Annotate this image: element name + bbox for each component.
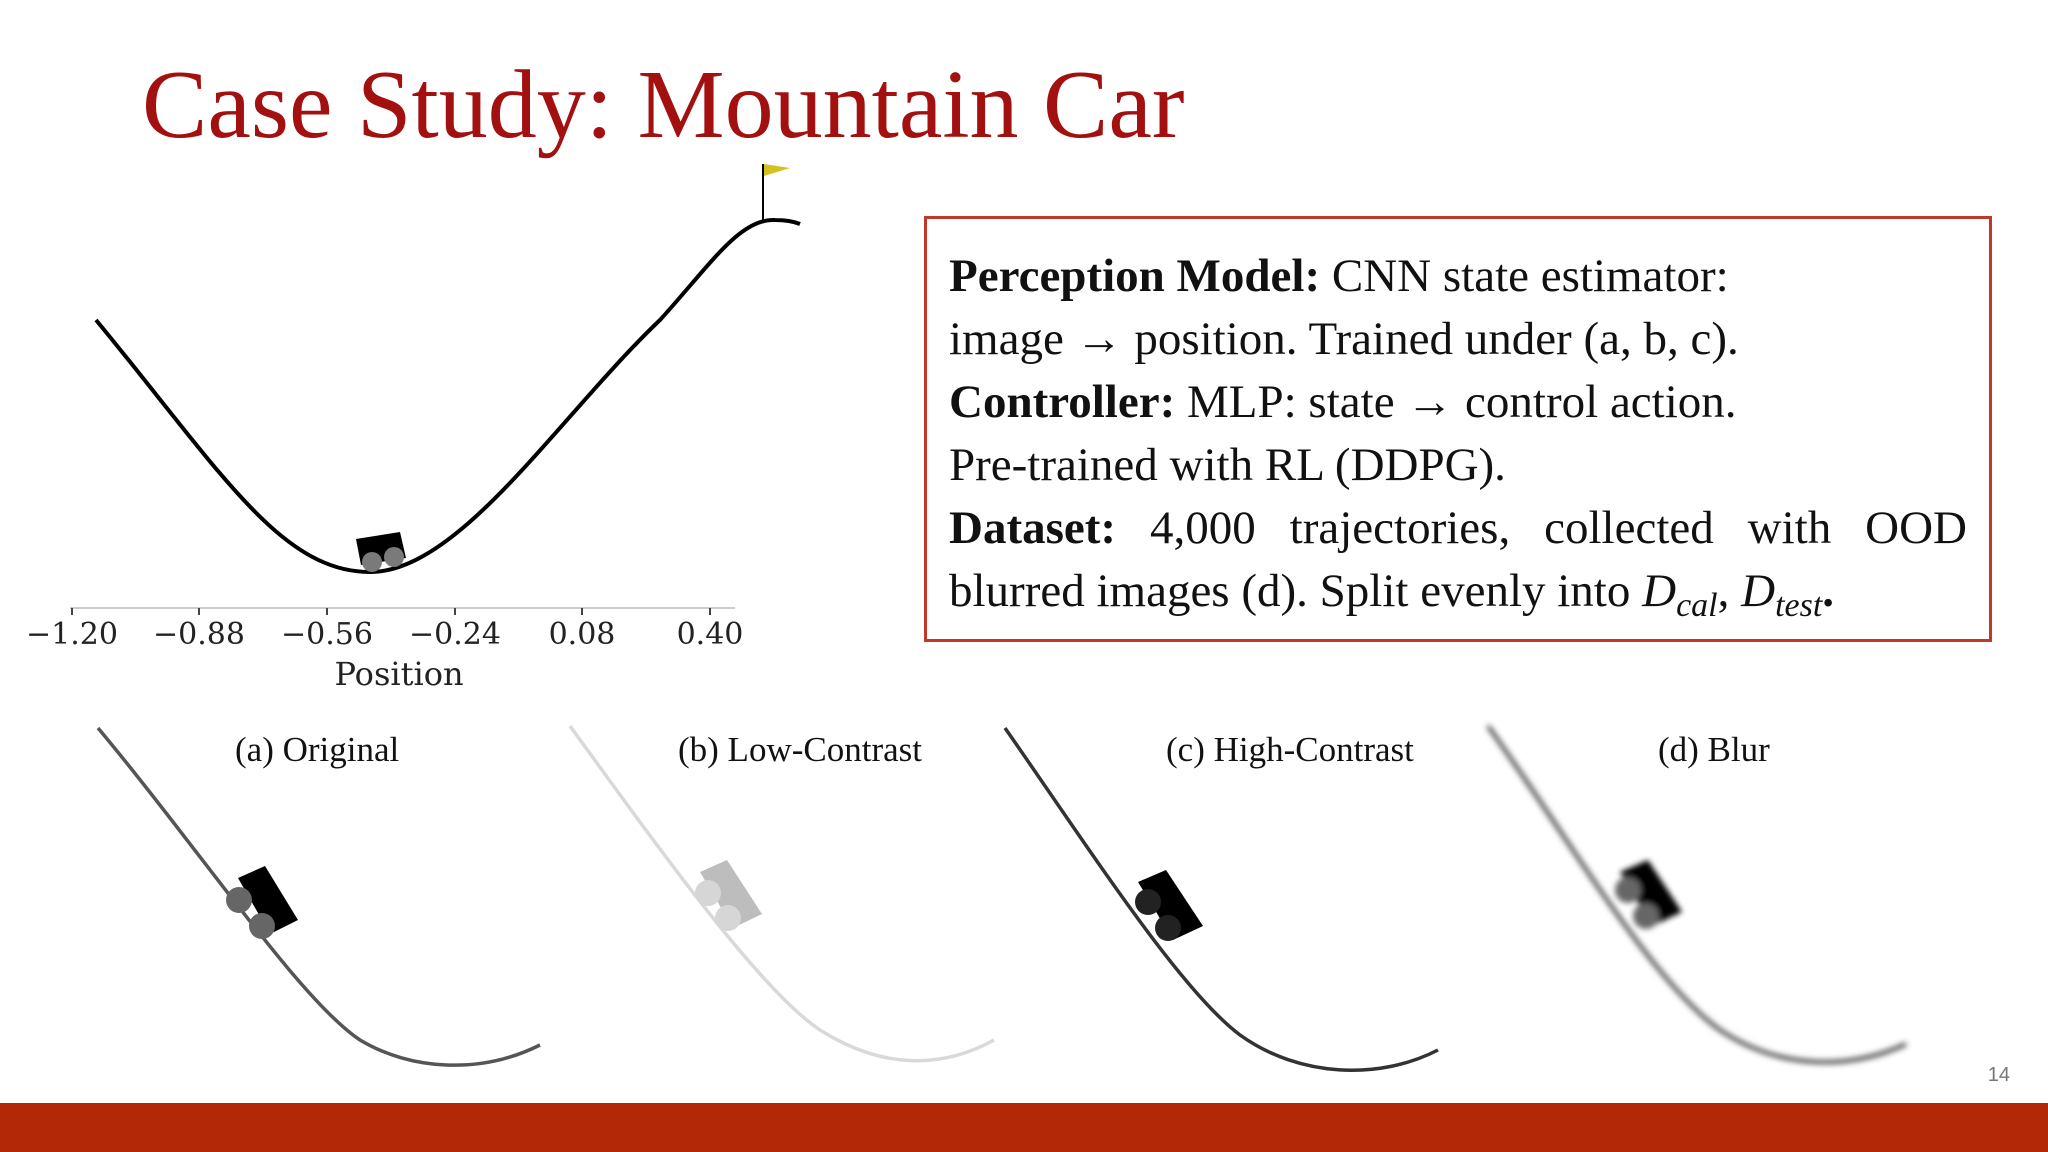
variant-original-image [98, 728, 540, 1065]
x-ticks [72, 608, 710, 615]
dataset-label: Dataset: [949, 502, 1117, 554]
variant-blur-image [1488, 726, 1906, 1062]
perception-label: Perception Model: [949, 250, 1321, 302]
x-tick-label: −1.20 [26, 617, 118, 652]
perception-text-1: CNN state estimator: [1320, 250, 1729, 302]
dataset-line-2 [949, 560, 1967, 637]
dataset-text-1: 4,000 trajectories, collected with OOD [1116, 502, 1967, 554]
footer-bar [0, 1103, 2048, 1152]
x-axis-label: Position [334, 655, 464, 693]
controller-line-2: Pre-trained with RL (DDPG). [949, 439, 1506, 491]
caption-high-contrast: (c) High-Contrast [1166, 730, 1414, 769]
x-tick-labels [26, 617, 743, 652]
page-number: 14 [1987, 1064, 2010, 1086]
dataset-line-1 [949, 497, 1967, 560]
controller-text-1: MLP: state → control action. [1175, 376, 1737, 428]
x-tick-label: −0.56 [281, 617, 373, 652]
goal-flag-icon [763, 164, 790, 220]
caption-low-contrast: (b) Low-Contrast [678, 730, 922, 769]
perception-line-1 [949, 245, 1967, 308]
dataset-text-2: blurred images (d). Split evenly into [949, 565, 1643, 617]
d-cal-symbol: D [1642, 565, 1677, 617]
perception-line-2: image → position. Trained under (a, b, c). [949, 313, 1739, 365]
caption-original: (a) Original [235, 730, 400, 769]
comma: , [1717, 565, 1742, 617]
test-subscript: test [1775, 587, 1823, 624]
d-test-symbol: D [1741, 565, 1776, 617]
cal-subscript: cal [1676, 587, 1718, 624]
info-box [924, 216, 1992, 642]
controller-line-1 [949, 371, 1967, 434]
mountain-curve [96, 220, 800, 572]
mountain-car-plot [26, 164, 800, 693]
x-tick-label: −0.88 [153, 617, 245, 652]
caption-blur: (d) Blur [1658, 730, 1770, 769]
variant-high-contrast-image [1005, 728, 1438, 1070]
x-tick-label: 0.08 [548, 617, 616, 652]
variant-low-contrast-image [570, 726, 994, 1061]
controller-label: Controller: [949, 376, 1176, 428]
slide-title: Case Study: Mountain Car [142, 51, 1185, 159]
period: . [1822, 565, 1835, 617]
x-tick-label: 0.40 [676, 617, 744, 652]
x-tick-label: −0.24 [409, 617, 501, 652]
